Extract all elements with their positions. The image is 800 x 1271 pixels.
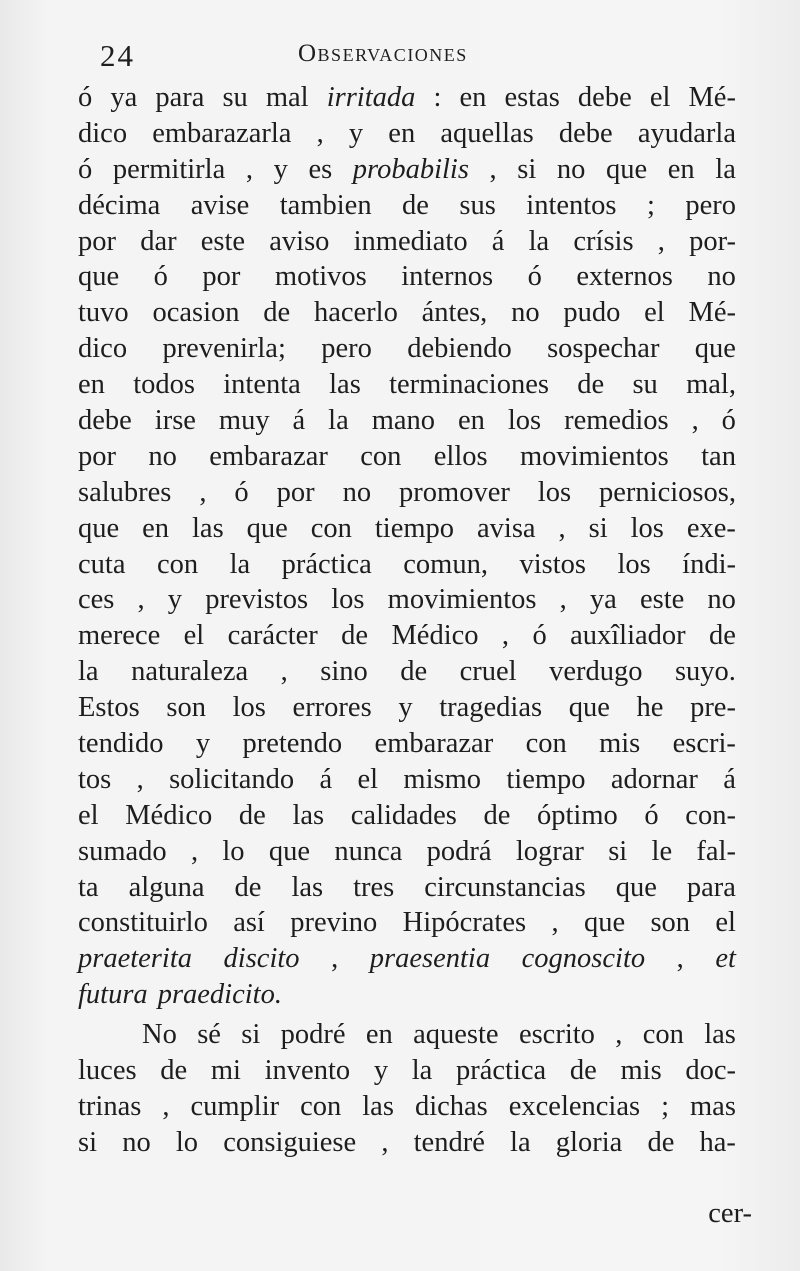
text-line: en todos intenta las terminaciones de su mal, [78,369,736,401]
text-line: si no lo consiguiese , tendré la gloria de ha- [78,1126,736,1158]
paragraph-1 [78,80,736,1013]
text-line: por dar este aviso inmediato á la crísis , por- [78,225,736,257]
text-line: el Médico de las calidades de óptimo ó con- [78,799,736,831]
text-line: constituirlo así previno Hipócrates , que son el [78,907,736,939]
text-line: futura praedicito. [78,979,282,1011]
page-header [100,38,540,78]
text-line: cuta con la práctica comun, vistos los índi- [78,548,736,580]
text-line: ó permitirla , y es probabilis , si no que en la [78,153,736,185]
text-line: ces , y previstos los movimientos , ya este no [78,584,736,616]
text-line: luces de mi invento y la práctica de mis doc- [78,1055,736,1087]
text-line: la naturaleza , sino de cruel verdugo suyo. [78,656,736,688]
text-line: trinas , cumplir con las dichas excelencias ; mas [78,1090,736,1122]
running-title: Observaciones [298,40,468,67]
body-text [78,80,736,1161]
text-line: décima avise tambien de sus intentos ; pero [78,189,736,221]
text-line: que en las que con tiempo avisa , si los exe- [78,512,736,544]
text-line: tos , solicitando á el mismo tiempo adornar á [78,763,736,795]
text-line: por no embarazar con ellos movimientos tan [78,440,736,472]
text-line: dico embarazarla , y en aquellas debe ayudarla [78,117,736,149]
text-line: ta alguna de las tres circunstancias que para [78,871,736,903]
text-line: Estos son los errores y tragedias que he pre- [78,692,736,724]
paragraph-2 [78,1017,736,1161]
text-line: que ó por motivos internos ó externos no [78,261,736,293]
text-line: ó ya para su mal irritada : en estas debe el Mé- [78,82,736,113]
text-line: praeterita discito , praesentia cognoscito , et [78,943,736,975]
text-line: dico prevenirla; pero debiendo sospechar que [78,333,736,365]
text-line: debe irse muy á la mano en los remedios , ó [78,405,736,437]
text-line: No sé si podré en aqueste escrito , con las [142,1019,736,1051]
catchword: cer- [708,1198,752,1229]
text-line: merece el carácter de Médico , ó auxîliador de [78,620,736,652]
text-line: tendido y pretendo embarazar con mis escri- [78,728,736,760]
text-line: sumado , lo que nunca podrá lograr si le fal- [78,835,736,867]
text-line: salubres , ó por no promover los perniciosos, [78,476,736,508]
text-line: tuvo ocasion de hacerlo ántes, no pudo el Mé- [78,297,736,329]
page-number: 24 [100,38,135,73]
